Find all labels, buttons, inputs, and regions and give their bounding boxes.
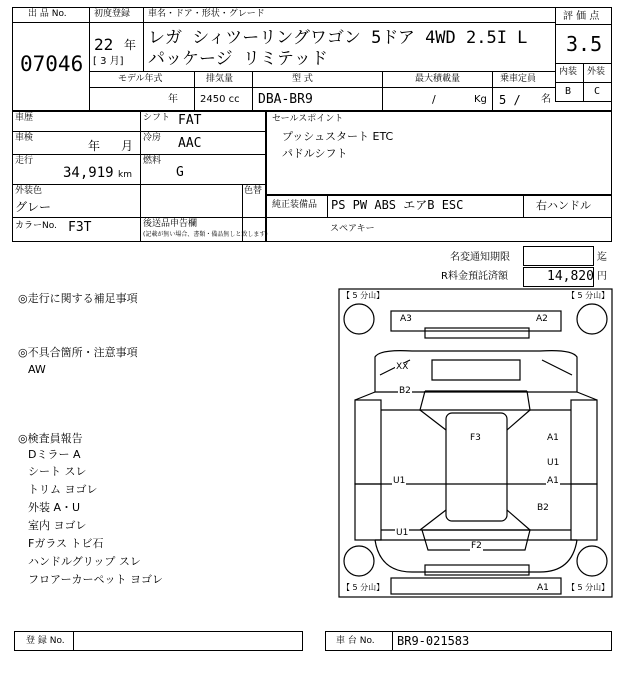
inspection-year-unit: 年 <box>88 139 101 153</box>
tire-rear-right-label: 【 5 分山】 <box>567 583 610 592</box>
docs-note: (記載が無い場合、書類・備品無しと致します) <box>143 231 268 238</box>
equipment-value: PS PW ABS エアB ESC <box>331 198 464 212</box>
model-year-unit: 年 <box>168 94 178 105</box>
displacement-value: 2450 cc <box>200 94 240 105</box>
inspector-item: 外装 A・U <box>28 501 81 514</box>
interior-label: 内装 <box>559 67 578 77</box>
inspection-month-unit: 月 <box>121 139 134 153</box>
docs-label: 後送品申告欄 <box>143 219 198 229</box>
damage-mark: F2 <box>471 541 482 551</box>
steering-value: 右ハンドル <box>536 199 591 212</box>
ext-color-value: グレー <box>15 200 52 214</box>
type-value: DBA-BR9 <box>258 92 313 107</box>
tire-rear-left-label: 【 5 分山】 <box>342 583 385 592</box>
mileage-value: 34,919 <box>63 165 114 181</box>
damage-mark: A1 <box>547 433 559 443</box>
inspection-label: 車検 <box>15 133 34 143</box>
damage-mark: U1 <box>393 476 406 486</box>
color-no-label: カラーNo. <box>15 221 57 231</box>
first-reg-label: 初度登録 <box>94 9 131 19</box>
reg-no-label: 登 録 No. <box>26 636 65 646</box>
color-change-label: 色替 <box>244 186 263 196</box>
inspector-item: 室内 ヨゴレ <box>28 519 87 532</box>
inspector-item: フロアーカーペット ヨゴレ <box>28 573 163 586</box>
shift-value: FAT <box>178 113 202 128</box>
interior-grade: B <box>565 86 572 97</box>
first-reg-year: 22 <box>94 35 114 54</box>
divider <box>73 631 74 651</box>
rating-label: 評 価 点 <box>563 11 600 22</box>
mileage-label: 走行 <box>15 156 34 166</box>
recycle-label: R料金預託済額 <box>441 271 508 282</box>
damage-mark: B2 <box>399 386 411 396</box>
inspector-item: ハンドルグリップ スレ <box>28 555 141 568</box>
damage-mark: A3 <box>400 314 412 324</box>
inspector-item: Fガラス トビ石 <box>28 537 104 550</box>
max-load-sep: / <box>432 93 436 106</box>
lot-number: 07046 <box>20 52 84 76</box>
mileage-unit: km <box>118 170 132 180</box>
damage-mark: U1 <box>547 458 560 468</box>
capacity-value: 5 / <box>499 93 521 107</box>
chassis-no: BR9-021583 <box>397 634 470 648</box>
defects-text: AW <box>28 363 46 376</box>
ac-value: AAC <box>178 136 202 151</box>
name-change-label: 名変通知期限 <box>450 252 510 263</box>
damage-mark: A2 <box>536 314 548 324</box>
fuel-value: G <box>176 165 184 180</box>
equipment-label: 純正装備品 <box>272 200 318 210</box>
damage-mark: F3 <box>470 433 481 443</box>
car-name: レガ シィツーリングワゴン 5ドア 4WD 2.5I Lパッケージ リミテッド <box>148 28 528 69</box>
inspector-item: トリム ヨゴレ <box>28 483 98 496</box>
ac-label: 冷房 <box>143 133 162 143</box>
exterior-grade: C <box>594 86 601 97</box>
rating-value: 3.5 <box>566 32 603 56</box>
capacity-label: 乗車定員 <box>500 74 537 84</box>
ext-color-label: 外装色 <box>15 186 43 196</box>
damage-mark: XX <box>396 362 409 372</box>
damage-mark: B2 <box>537 503 549 513</box>
history-label: 車歴 <box>15 113 34 123</box>
damage-mark: U1 <box>396 528 409 538</box>
name-change-unit: 迄 <box>597 252 607 263</box>
tire-front-right-label: 【 5 分山】 <box>567 291 610 300</box>
color-no-value: F3T <box>68 220 92 235</box>
damage-mark: A1 <box>537 583 549 593</box>
max-load-label: 最大積載量 <box>415 74 461 84</box>
model-year-label: モデル年式 <box>118 74 163 84</box>
spare-key: スペアキー <box>330 224 375 234</box>
chassis-label: 車 台 No. <box>336 636 375 646</box>
divider <box>392 631 393 651</box>
capacity-unit: 名 <box>541 94 551 105</box>
sales-points-label: セールスポイント <box>272 114 344 124</box>
max-load-unit: Kg <box>474 94 487 105</box>
recycle-amount: 14,820 <box>547 269 594 284</box>
sales-points-line1: プッシュスタート ETC <box>282 130 394 143</box>
inspector-item: シート スレ <box>28 465 87 478</box>
shift-label: シフト <box>143 113 171 123</box>
type-label: 型 式 <box>292 74 313 84</box>
displacement-label: 排気量 <box>206 74 234 84</box>
inspector-label: ◎検査員報告 <box>18 432 83 445</box>
recycle-unit: 円 <box>597 271 607 282</box>
fuel-label: 燃料 <box>143 156 162 166</box>
first-reg-year-unit: 年 <box>124 38 137 52</box>
sales-points-line2: パドルシフト <box>282 147 348 160</box>
tire-front-left-label: 【 5 分山】 <box>342 291 385 300</box>
lot-label: 出 品 No. <box>28 9 67 19</box>
exterior-label: 外装 <box>587 67 606 77</box>
car-name-label: 車名・ドア・形状・グレード <box>148 9 265 19</box>
inspector-item: Dミラー A <box>28 448 81 461</box>
defects-label: ◎不具合箇所・注意事項 <box>18 346 138 359</box>
first-reg-month: [ 3 月] <box>93 56 124 67</box>
damage-mark: A1 <box>547 476 559 486</box>
driving-notes-label: ◎走行に関する補足事項 <box>18 292 138 305</box>
